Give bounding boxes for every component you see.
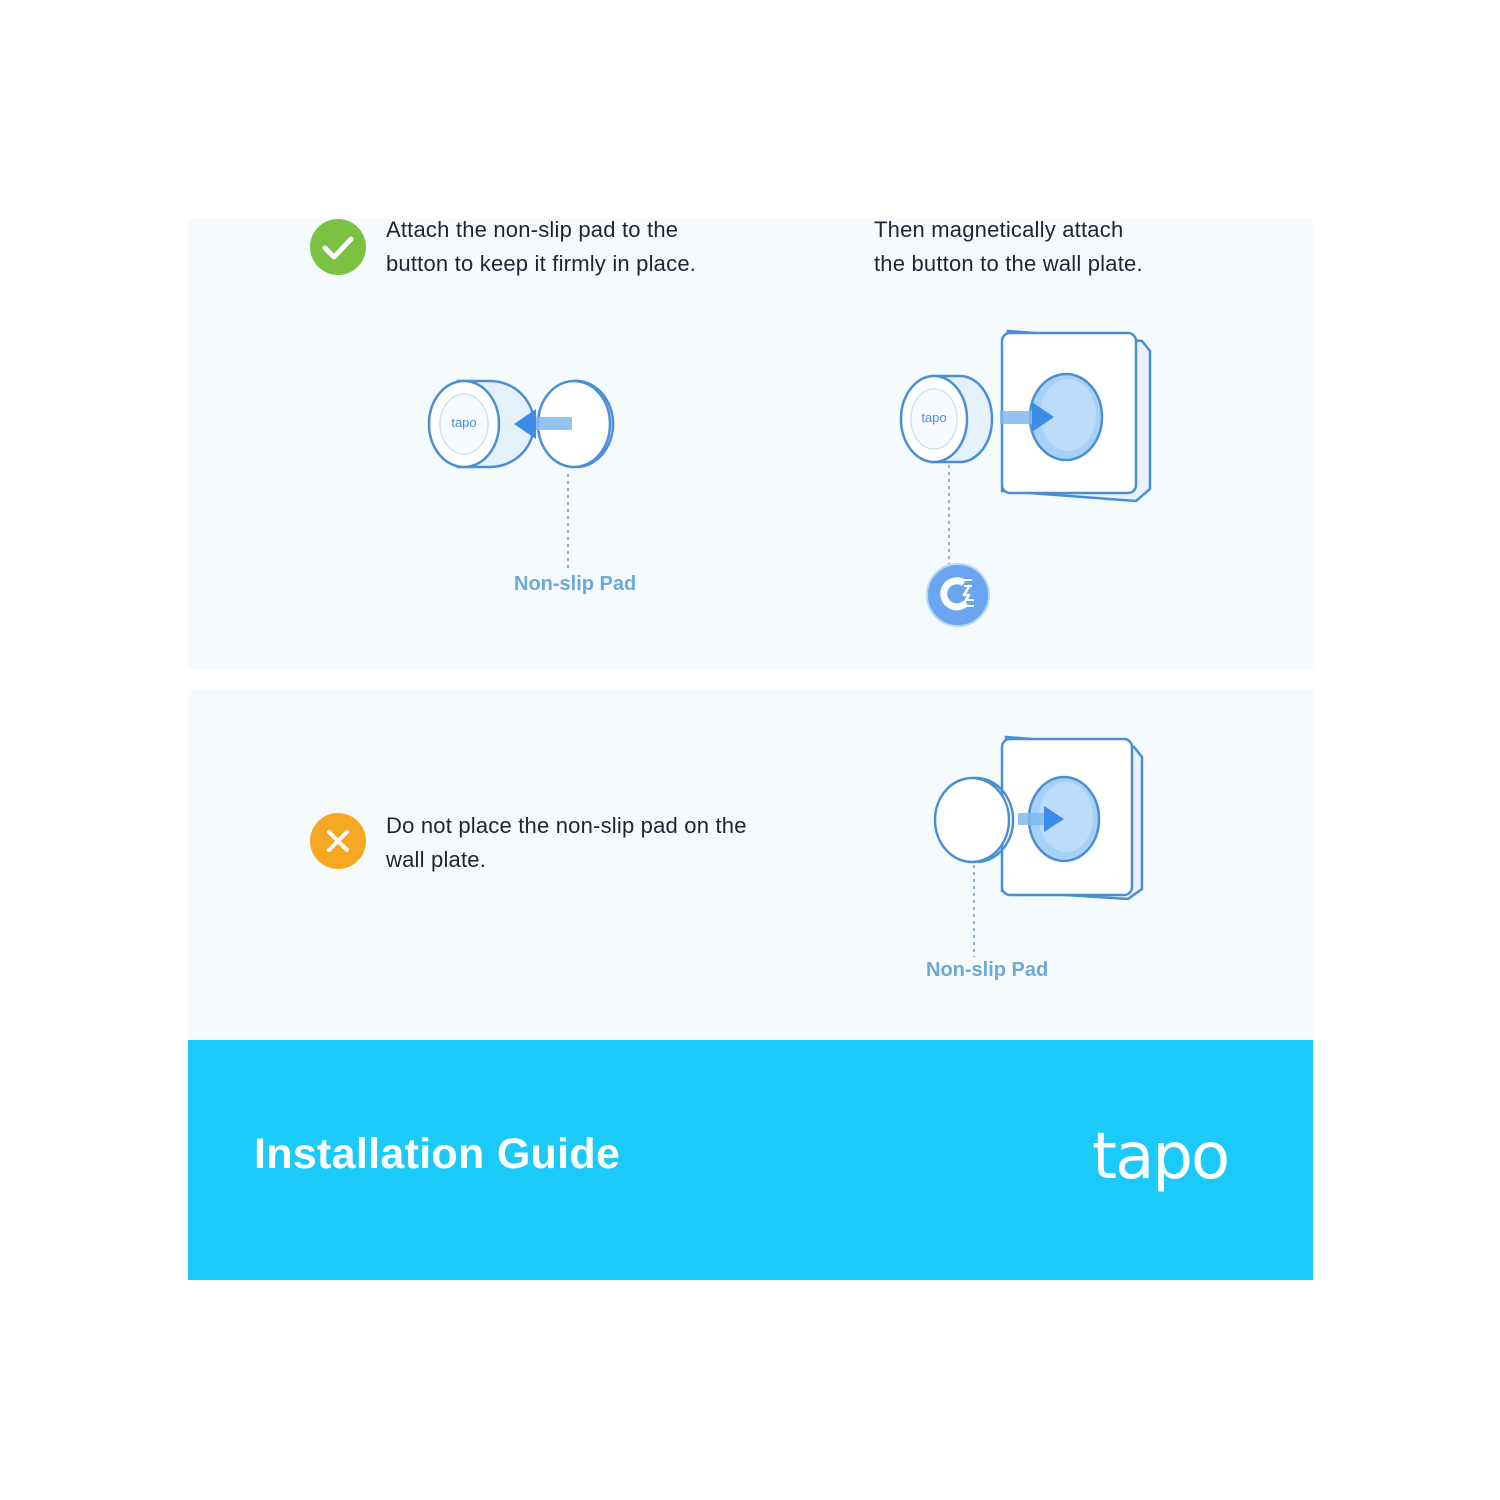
pad-on-wallplate-illustration	[918, 729, 1158, 969]
check-icon	[310, 219, 366, 275]
attach-wallplate-instruction: Then magnetically attach the button to the wall plate.	[874, 217, 1143, 276]
cross-icon	[310, 813, 366, 869]
tapo-logo	[1092, 1128, 1272, 1208]
attach-pad-instruction: Attach the non-slip pad to the button to keep it firmly in place.	[386, 217, 697, 276]
svg-text:tapo: tapo	[1092, 1128, 1229, 1194]
device-logo-text: tapo	[451, 415, 477, 430]
installation-guide-banner	[188, 1040, 1313, 1280]
magnet-icon	[926, 563, 990, 627]
do-not-place-instruction: Do not place the non-slip pad on the wall plate.	[386, 813, 747, 872]
incorrect-installation-panel	[188, 689, 1313, 1040]
non-slip-pad-label: Non-slip Pad	[514, 573, 637, 595]
banner-title: Installation Guide	[254, 1130, 621, 1178]
device-logo-text-2: tapo	[921, 410, 947, 425]
non-slip-pad-label-2: Non-slip Pad	[926, 959, 1049, 981]
correct-installation-panel	[188, 219, 1313, 670]
button-and-pad-illustration	[418, 369, 628, 579]
